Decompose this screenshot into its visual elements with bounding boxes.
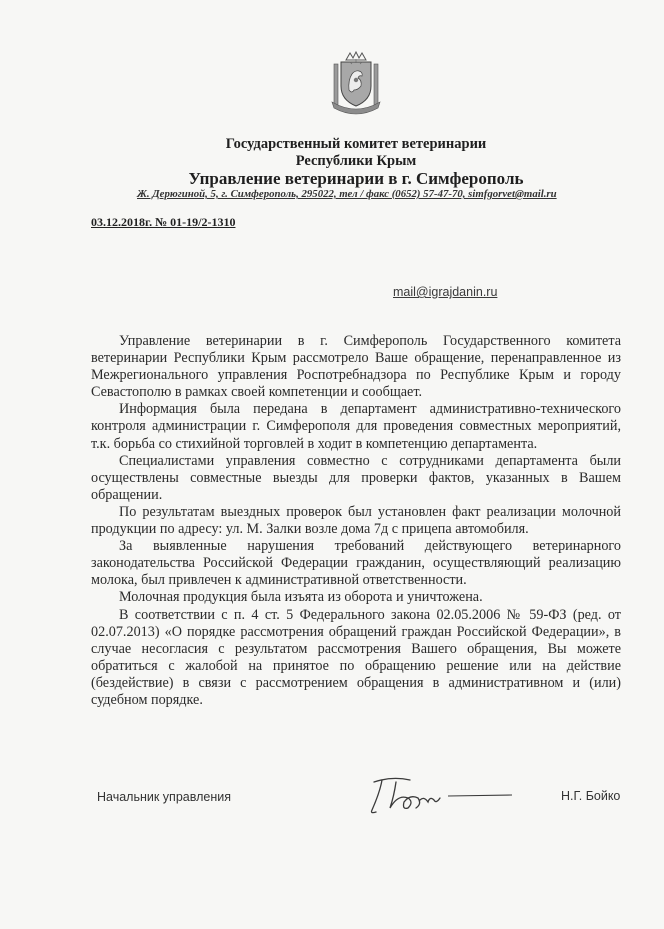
paragraph: Информация была передана в департамент административно-технического контроля администрации г. Симферополя для проведения совместных мероприятий, т.к. борьба со стихийной торговлей в ходит в компетенцию департамента.: [91, 401, 621, 452]
org-name-line1: Государственный комитет ветеринарии: [225, 136, 487, 152]
paragraph: За выявленные нарушения требований действующего ветеринарного законодательства Российской Федерации гражданин, осуществляющий реализацию молока, был привлечен к административной ответственности.: [91, 538, 621, 589]
paragraph: Молочная продукция была изъята из оборота и уничтожена.: [119, 589, 483, 606]
crimea-coat-of-arms-icon: [328, 50, 384, 118]
org-name-line2: Республики Крым: [295, 153, 417, 169]
signatory-name: Н.Г. Бойко: [561, 789, 621, 803]
paragraph: По результатам выездных проверок был установлен факт реализации молочной продукции по адресу: ул. М. Залки возле дома 7д с прицепа автомобиля.: [91, 503, 621, 538]
handwritten-signature-icon: [362, 772, 522, 818]
paragraph: В соответствии с п. 4 ст. 5 Федерального закона 02.05.2006 № 59-ФЗ (ред. от 02.07.2013) «О порядке рассмотрения обращений граждан Российской Федерации», в случае несогласия с результатом рассмотрения Вашего обращения, Вы можете обратиться с жалобой на принятое по обращению решение или на действие (бездействие) в связи с рассмотрением обращения в административном и (или) судебном порядке.: [91, 606, 621, 708]
paragraph: Специалистами управления совместно с сотрудниками департамента были осуществлены совместные выезды для проверки фактов, указанных в Вашем обращении.: [91, 452, 621, 503]
registration-number: 03.12.2018г. № 01-19/2-1310: [91, 215, 236, 229]
letter-body: [91, 333, 621, 709]
org-name-line3: Управление ветеринарии в г. Симферополь: [188, 169, 524, 188]
paragraph: Управление ветеринарии в г. Симферополь Государственного комитета ветеринарии Республики Крым рассмотрело Ваше обращение, перенаправленное из Межрегионального управления Роспотребнадзора по Республике Крым и городу Севастополю в рамках своей компетенции и сообщает.: [91, 333, 621, 401]
signatory-title: Начальник управления: [97, 790, 231, 804]
recipient-email[interactable]: mail@igrajdanin.ru: [393, 285, 498, 299]
org-address: Ж. Дерюгиной, 5, г. Симферополь, 295022, тел / факс (0652) 57-47-70, simfgorvet@mail.ru: [137, 188, 557, 200]
